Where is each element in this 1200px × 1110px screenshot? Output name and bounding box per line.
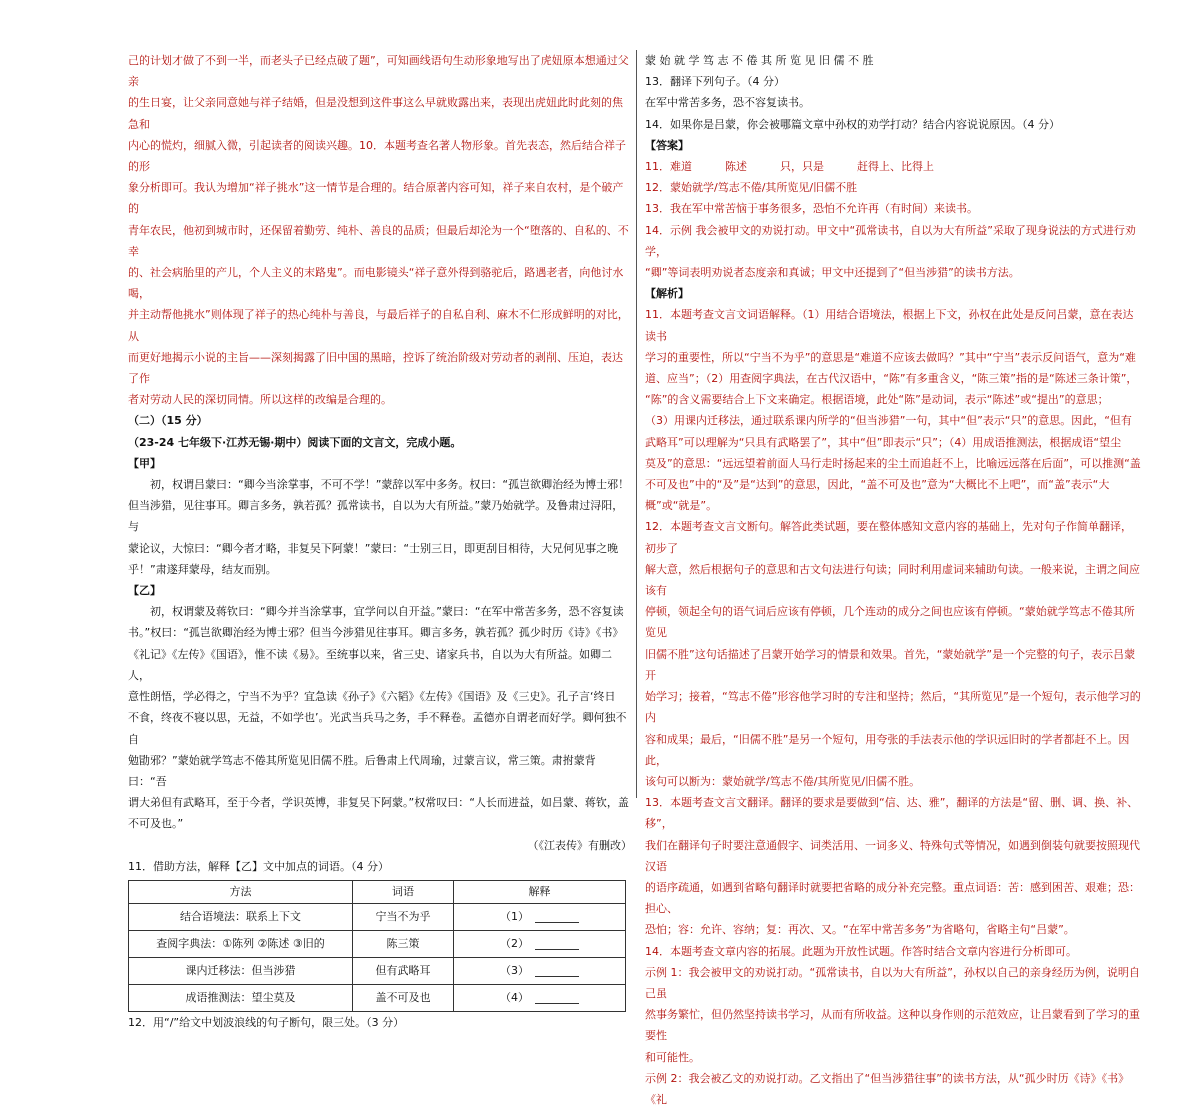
answer-line: “卿”等词表明劝说者态度亲和真诚；甲文中还提到了“但当涉猎”的读书方法。 bbox=[645, 266, 1020, 280]
passage-line: 勉勖邪？”蒙始就学笃志不倦其所览见旧儒不胜。后鲁肃上代周瑜，过蒙言议，常三策。肃拊蒙背曰：“吾 bbox=[128, 753, 596, 788]
answer-number: （1） bbox=[500, 910, 529, 924]
analysis-line: （3）用课内迁移法，通过联系课内所学的“但当涉猎”一句，其中“但”表示“只”的意思。因此，“但有 bbox=[645, 414, 1132, 428]
answer-line: 11．难道 陈述 只，只是 赶得上、比得上 bbox=[645, 160, 934, 174]
question-11: 11．借助方法，解释【乙】文中加点的词语。（4 分） bbox=[128, 859, 389, 873]
analysis-line: 旧儒不胜”这句话描述了吕蒙开始学习的情景和效果。首先，“蒙始就学”是一个完整的句子，表示吕蒙开 bbox=[645, 647, 1136, 682]
word-cell: 陈三策 bbox=[353, 930, 454, 957]
method-cell: 课内迁移法：但当涉猎 bbox=[129, 957, 353, 984]
right-column bbox=[645, 50, 1141, 1110]
table-header-method: 方法 bbox=[129, 880, 353, 903]
passage-line: 初，权谓吕蒙曰：“卿今当涂掌事，不可不学！”蒙辞以军中多务。权曰：“孤岂欲卿治经为博士邪！ bbox=[150, 478, 630, 492]
analysis-line: 者对劳动人民的深切同情。所以这样的改编是合理的。 bbox=[128, 393, 392, 407]
question-line: 在军中常苦多务，恐不容复读书。 bbox=[645, 96, 810, 110]
passage-line: 意性朗悟，学必得之，宁当不为乎？宜急读《孙子》《六韬》《左传》《国语》及《三史》。孔子言‘终日 bbox=[128, 690, 616, 704]
analysis-line: 14．本题考查文章内容的拓展。此题为开放性试题。作答时结合文章内容进行分析即可。 bbox=[645, 944, 1077, 958]
method-cell: 查阅字典法：①陈列 ②陈述 ③旧的 bbox=[129, 930, 353, 957]
answer-blank bbox=[535, 965, 579, 977]
analysis-line: 13．本题考查文言文翻译。翻译的要求是要做到“信、达、雅”，翻译的方法是“留、删、调、换、补、移”， bbox=[645, 796, 1139, 831]
answer-line: 14．示例 我会被甲文的劝说打动。甲文中“孤常读书，自以为大有所益”采取了现身说法的方式进行劝学， bbox=[645, 223, 1136, 258]
table-row bbox=[129, 957, 626, 984]
word-cell: 宁当不为乎 bbox=[353, 903, 454, 930]
column-divider bbox=[636, 50, 637, 798]
word-cell: 盖不可及也 bbox=[353, 984, 454, 1011]
analysis-line: 武略耳”可以理解为“只具有武略罢了”，其中“但”即表示“只”；（4）用成语推测法，根据成语“望尘 bbox=[645, 435, 1122, 449]
answer-number: （2） bbox=[500, 937, 529, 951]
analysis-line: 的、社会病胎里的产儿，个人主义的末路鬼”。而电影镜头“祥子意外得到骆驼后，路遇老者，向他讨水喝， bbox=[128, 266, 624, 301]
answer-blank bbox=[535, 992, 579, 1004]
table-header-row bbox=[129, 880, 626, 903]
analysis-line: 概”或“就是”。 bbox=[645, 499, 718, 513]
analysis-text bbox=[645, 304, 1141, 1110]
passage-jia-label: 【甲】 bbox=[128, 456, 161, 470]
analysis-line: 不可及也”中的“及”是“达到”的意思，因此，“盖不可及也”意为“大概比不上吧”，而“盖”表示“大 bbox=[645, 478, 1110, 492]
method-cell: 成语推测法：望尘莫及 bbox=[129, 984, 353, 1011]
answer-cell bbox=[454, 957, 626, 984]
analysis-line: 而更好地揭示小说的主旨——深刻揭露了旧中国的黑暗，控诉了统治阶级对劳动者的剥削、压迫，表达了作 bbox=[128, 350, 623, 386]
question-line: 14．如果你是吕蒙，你会被哪篇文章中孙权的劝学打动？结合内容说说原因。（4 分） bbox=[645, 117, 1060, 131]
question-12: 12．用“/”给文中划波浪线的句子断句，限三处。（3 分） bbox=[128, 1015, 405, 1029]
passage-line: 不食，终夜不寝以思，无益，不如学也’。光武当兵马之务，手不释卷。孟德亦自谓老而好学。卿何独不自 bbox=[128, 711, 627, 746]
passage-line: 不可及也。” bbox=[128, 817, 184, 831]
passage-line: 书。”权曰：“孤岂欲卿治经为博士邪？但当今涉猎见往事耳。卿言多务，孰若孤？孤少时历《诗》《书》 bbox=[128, 626, 624, 640]
method-table bbox=[128, 880, 626, 1012]
passage-line: 《礼记》《左传》《国语》，惟不读《易》。至统事以来，省三史、诸家兵书，自以为大有所益。如卿二人， bbox=[128, 647, 612, 682]
analysis-line: 的生日宴，让父亲同意她与祥子结婚，但是没想到这件事这么早就败露出来，表现出虎妞此时此刻的焦急和 bbox=[128, 96, 623, 131]
answer-cell bbox=[454, 930, 626, 957]
answer-line: 13．我在军中常苦恼于事务很多，恐怕不允许再（有时间）来读书。 bbox=[645, 202, 978, 216]
analysis-line: “陈”的含义需要结合上下文来确定。根据语境，此处“陈”是动词，表示“陈述”或“提出”的意思； bbox=[645, 393, 1109, 407]
analysis-line: 己的计划才做了不到一半，而老头子已经点破了题”，可知画线语句生动形象地写出了虎妞原本想通过父亲 bbox=[128, 54, 629, 89]
passage-yi bbox=[128, 601, 632, 834]
answer-line: 12．蒙始就学/笃志不倦/其所览见/旧儒不胜 bbox=[645, 181, 858, 195]
table-row bbox=[129, 930, 626, 957]
analysis-line: 停顿，领起全句的语气词后应该有停顿，几个连动的成分之间也应该有停顿。“蒙始就学笃志不倦其所览见 bbox=[645, 605, 1135, 640]
table-header-explanation: 解释 bbox=[454, 880, 626, 903]
analysis-line: 莫及”的意思：“远远望着前面人马行走时扬起来的尘土而追赶不上，比喻远远落在后面”，可以推测“盖 bbox=[645, 456, 1141, 470]
analysis-line: 始学习；接着，“笃志不倦”形容他学习时的专注和坚持；然后，“其所览见”是一个短句，表示他学习的内 bbox=[645, 690, 1141, 725]
analysis-line: 象分析即可。我认为增加“祥子挑水”这一情节是合理的。结合原著内容可知，祥子来自农村，是个破产的 bbox=[128, 181, 624, 216]
answer-cell bbox=[454, 903, 626, 930]
passage-line: 蒙论议，大惊曰：“卿今者才略，非复吴下阿蒙！”蒙曰：“士别三日，即更刮目相待，大兄何见事之晚 bbox=[128, 541, 619, 555]
passage-line: 谓大弟但有武略耳，至于今者，学识英博，非复吴下阿蒙。”权常叹曰：“人长而进益，如吕蒙、蒋钦，盖 bbox=[128, 796, 629, 810]
analysis-line: 并主动帮他挑水”则体现了祥子的热心纯朴与善良，与最后祥子的自私自利、麻木不仁形成鲜明的对比，从 bbox=[128, 308, 629, 343]
analysis-line: 该句可以断为：蒙始就学/笃志不倦/其所览见/旧儒不胜。 bbox=[645, 774, 921, 788]
answer-list bbox=[645, 156, 1141, 283]
answer-blank bbox=[535, 938, 579, 950]
analysis-line: 然事务繁忙，但仍然坚持读书学习，从而有所收益。这种以身作则的示范效应，让吕蒙看到了学习的重要性 bbox=[645, 1008, 1140, 1043]
passage-line: 初，权谓蒙及蒋钦曰：“卿今并当涂掌事，宜学问以自开益。”蒙曰：“在军中常苦多务，恐不容复读 bbox=[150, 605, 624, 619]
passage-line: 但当涉猎，见往事耳。卿言多务，孰若孤？孤常读书，自以为大有所益。”蒙乃始就学。及鲁肃过浔阳，与 bbox=[128, 499, 624, 534]
table-header-word: 词语 bbox=[353, 880, 454, 903]
section-heading: （二）（15 分） bbox=[128, 414, 208, 428]
analysis-line: 11．本题考查文言文词语解释。（1）用结合语境法，根据上下文，孙权在此处是反问吕蒙，意在表达读书 bbox=[645, 308, 1134, 343]
citation: （《江表传》有删改） bbox=[527, 838, 632, 852]
table-row bbox=[129, 984, 626, 1011]
questions-13-14 bbox=[645, 50, 1141, 135]
analysis-line: 容和成果；最后，“旧儒不胜”是另一个短句，用夸张的手法表示他的学识远旧时的学者都赶不上。因此， bbox=[645, 732, 1130, 767]
analysis-line: 的语序疏通，如遇到省略句翻译时就要把省略的成分补充完整。重点词语：苦：感到困苦、艰难；恐：担心、 bbox=[645, 880, 1140, 916]
analysis-line: 示例 2：我会被乙文的劝说打动。乙文指出了“但当涉猎往事”的读书方法，从“孤少时历《诗》《书》《礼 bbox=[645, 1071, 1130, 1106]
analysis-line: 内心的慌灼，细腻入微，引起读者的阅读兴趣。10．本题考查名著人物形象。首先表态，然后结合祥子的形 bbox=[128, 138, 626, 174]
analysis-line: 解大意，然后根据句子的意思和古文句法进行句读；同时利用虚词来辅助句读。一般来说，主谓之间应该有 bbox=[645, 562, 1140, 598]
left-column bbox=[128, 50, 632, 1033]
analysis-line: 恐怕；容：允许、容纳；复：再次、又。“在军中常苦多务”为省略句，省略主句“吕蒙”。 bbox=[645, 923, 1075, 937]
analysis-line: 道、应当”；（2）用查阅字典法，在古代汉语中，“陈”有多重含义，“陈三策”指的是“陈述三条计策”， bbox=[645, 372, 1138, 386]
answer-cell bbox=[454, 984, 626, 1011]
passage-jia bbox=[128, 474, 632, 580]
analysis-line: 我们在翻译句子时要注意通假字、词类活用、一词多义、特殊句式等情况，如遇到倒装句就要按照现代汉语 bbox=[645, 838, 1140, 873]
analysis-line: 和可能性。 bbox=[645, 1050, 700, 1064]
analysis-line: 青年农民，他初到城市时，还保留着勤劳、纯朴、善良的品质；但最后却沦为一个“堕落的、自私的、不幸 bbox=[128, 223, 629, 258]
question-line: 13．翻译下列句子。（4 分） bbox=[645, 75, 785, 89]
table-row bbox=[129, 903, 626, 930]
analysis-line: 学习的重要性，所以“宁当不为乎”的意思是“难道不应该去做吗？”其中“宁当”表示反问语气，意为“难 bbox=[645, 350, 1136, 364]
method-cell: 结合语境法：联系上下文 bbox=[129, 903, 353, 930]
analysis-line: 示例 1：我会被甲文的劝说打动。“孤常读书，自以为大有所益”，孙权以自己的亲身经历为例，说明自己虽 bbox=[645, 965, 1140, 1000]
word-cell: 但有武略耳 bbox=[353, 957, 454, 984]
passage-source: （23-24 七年级下·江苏无锡·期中）阅读下面的文言文，完成小题。 bbox=[128, 435, 462, 449]
passage-yi-label: 【乙】 bbox=[128, 584, 161, 598]
analysis-heading: 【解析】 bbox=[645, 287, 689, 301]
answer-heading: 【答案】 bbox=[645, 138, 689, 152]
answer-number: （3） bbox=[500, 964, 529, 978]
answer-blank bbox=[535, 911, 579, 923]
answer-number: （4） bbox=[500, 991, 529, 1005]
question-line: 蒙 始 就 学 笃 志 不 倦 其 所 览 见 旧 儒 不 胜 bbox=[645, 54, 874, 67]
analysis-line: 12．本题考查文言文断句。解答此类试题，要在整体感知文意内容的基础上，先对句子作简单翻译，初步了 bbox=[645, 520, 1132, 555]
previous-answer-analysis bbox=[128, 50, 632, 410]
passage-line: 乎！”肃遂拜蒙母，结友而别。 bbox=[128, 562, 277, 576]
